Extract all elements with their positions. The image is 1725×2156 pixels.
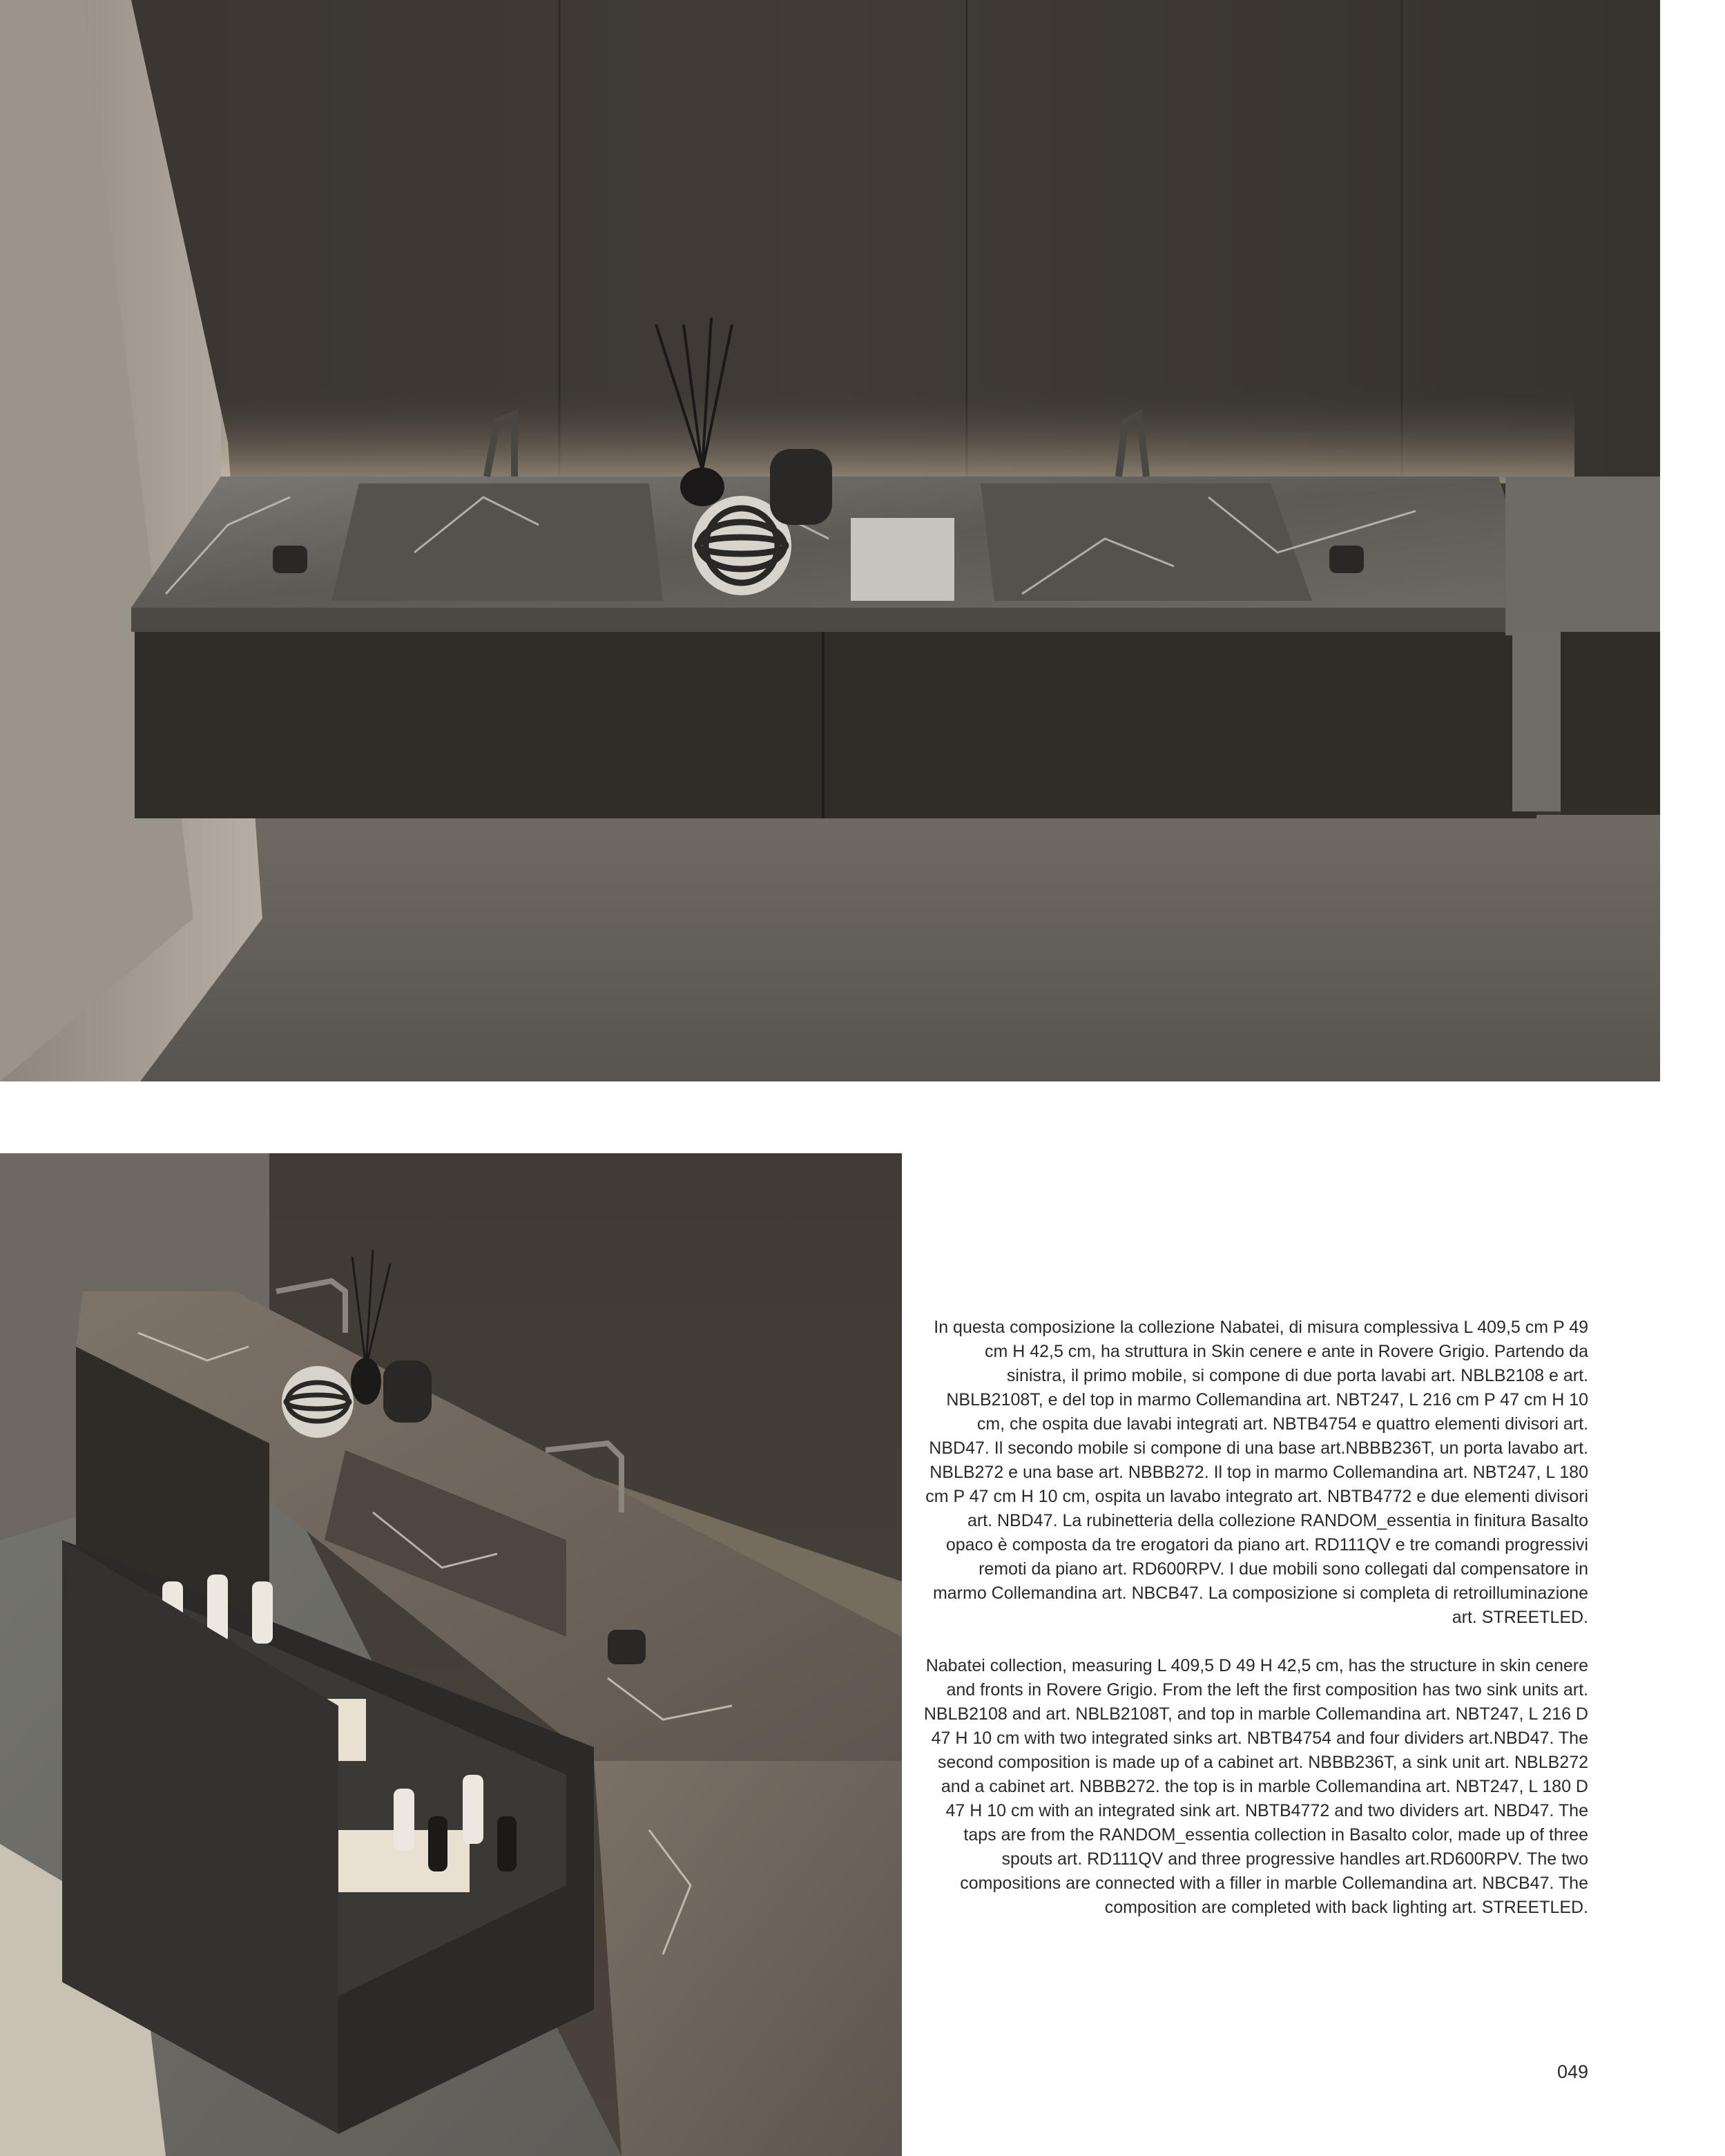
caption-italian: In questa composizione la collezione Nabatei, di misura complessiva L 409,5 cm P 49 cm H 42,5 cm, ha struttura in Skin cenere e ante in Rovere Grigio. Partendo da sinistra, il primo mobile, si compone di due porta lavabi art. NBLB2108 e art. NBLB2108T, e del top in marmo Collemandina art. NBT247, L 216 cm P 47 cm H 10 cm, che ospita due lavabi integrati art. NBTB4754 e quattro elementi divisori art. NBD47. Il secondo mobile si compone di una base art.NBBB236T, un porta lavabo art. NBLB272 e una base art. NBBB272. Il top in marmo Collemandina art. NBT247, L 180 cm P 47 cm H 10 cm, ospita un lavabo integrato art. NBTB4772 e due elementi divisori art. NBD47. La rubinetteria della collezione RANDOM_essentia in finitura Basalto opaco è composta da tre erogatori da piano art. RD111QV e tre comandi progressivi remoti da piano art. RD600RPV. I due mobili sono collegati dal compensatore in marmo Collemandina art. NBCB47. La composizione si completa di retroilluminazione art. STREETLED. bbox=[925, 1318, 1588, 1627]
page-number: 049 bbox=[1557, 2061, 1588, 2082]
vanity-photo-bottom bbox=[0, 1153, 902, 2156]
caption-english: Nabatei collection, measuring L 409,5 D 49 H 42,5 cm, has the structure in skin cenere and fronts in Rovere Grigio. From the left the first composition has two sink units art. NBLB2108 and art. NBLB2108T, and top in marble Collemandina art. NBT247, L 216 D 47 H 10 cm with two integrated sinks art. NBTB4754 and four dividers art.NBD47. The second composition is made up of a cabinet art. NBBB236T, a sink unit art. NBLB272 and a cabinet art. NBBB272. the top is in marble Collemandina art. NBT247, L 180 D 47 H 10 cm with an integrated sink art. NBTB4772 and two dividers art. NBD47. The taps are from the RANDOM_essentia collection in Basalto color, made up of three spouts art. RD111QV and three progressive handles art.RD600RPV. The two compositions are connected with a filler in marble Collemandina art. NBCB47. The composition are completed with back lighting art. STREETLED. bbox=[923, 1656, 1588, 1917]
caption-block bbox=[922, 1316, 1588, 1944]
vanity-photo-top bbox=[0, 0, 1660, 1081]
